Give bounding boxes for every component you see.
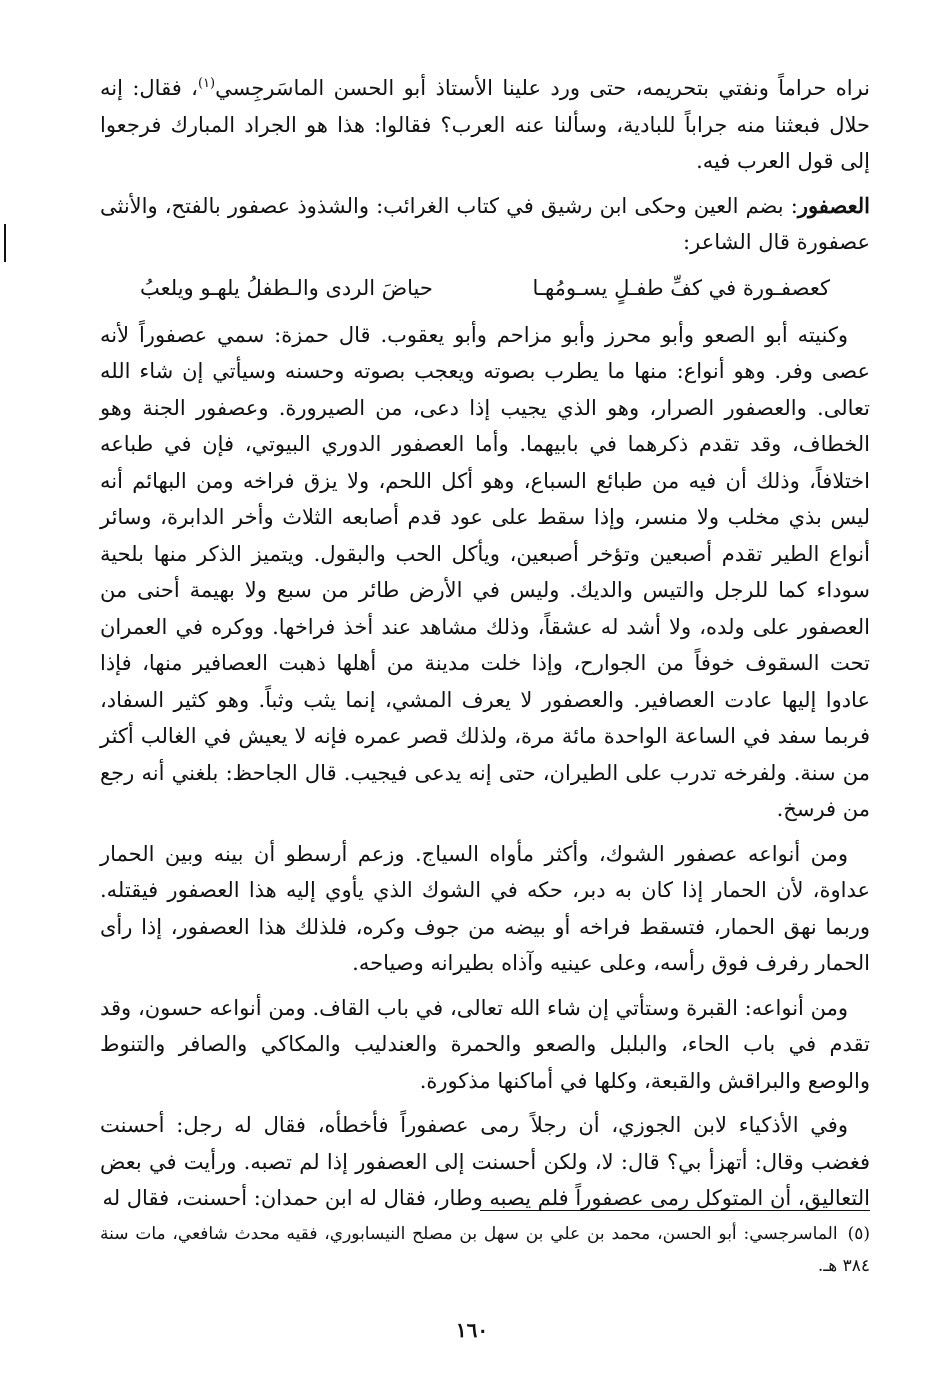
paragraph-text: وفي الأذكياء لابن الجوزي، أن رجلاً رمى عصفوراً فأخطأه، فقال له رجل: أحسنت فغضب وقال: أتهزأ بي؟ قال: لا، ولكن أحسنت إلى العصفور إذا لم تصبه. ورأيت في بعض التعاليق، أن المتوكل رمى عصفوراً فلم يصبه وطار، فقال له ابن حمدان: أحسنت، فقال له	[100, 1113, 870, 1210]
footnote-number: (٥)	[847, 1224, 870, 1244]
paragraph-thorn-sparrow	[100, 836, 870, 982]
entry-term: العصفور	[797, 192, 870, 218]
paragraph-text: ومن أنواعه: القبرة وستأتي إن شاء الله تعالى، في باب القاف. ومن أنواعه حسون، وقد تقدم في باب الحاء، والبلبل والصعو والحمرة والعندليب والمكاكي والصافر والتنوط والوصع والبراقش والقبعة، وكلها في أماكنها مذكورة.	[100, 995, 870, 1093]
footnote-ref: (١)	[197, 76, 216, 91]
footnote-text: الماسرجسي: أبو الحسن، محمد بن علي بن سهل بن مصلح النيسابوري، فقيه محدث شافعي، مات سنة ٣٨٤ هـ.	[100, 1224, 870, 1276]
paragraph-sparrow-types	[100, 990, 870, 1100]
page-number: ١٦٠	[455, 1318, 489, 1342]
paragraph-sparrow-entry	[100, 188, 870, 261]
footnote	[100, 1218, 870, 1282]
poem-verse	[140, 269, 830, 307]
paragraph-ibn-jawzi-anecdote	[100, 1107, 870, 1217]
paragraph-text-continued: ، فقال: إنه حلال فبعثنا منه جراباً للبادية، وسألنا عنه العرب؟ فقالوا: هذا هو الجراد المبارك فرجعوا إلى قول العرب فيه.	[100, 76, 870, 173]
paragraph-text: وكنيته أبو الصعو وأبو محرز وأبو مزاحم وأبو يعقوب. قال حمزة: سمي عصفوراً لأنه عصى وفر. وهو أنواع: منها ما يطرب بصوته ويعجب بصوته وحسنه وسيأتي إن شاء الله تعالى. والعصفور الصرار، وهو الذي يجيب إذا دعى، من الصيرورة. وعصفور الجنة وهو الخطاف، وقد تقدم ذكرهما في بابيهما. وأما العصفور الدوري البيوتي، فإن في طباعه اختلافاً، وذلك أن فيه من طبائع السباع، وهو أكل اللحم، ولا يزق فراخه ومن البهائم أنه ليس بذي مخلب ولا منسر، وإذا سقط على عود قدم أصابعه الثلاث وأخر الدابرة، وسائر أنواع الطير تقدم أصبعين وتؤخر أصبعين، ويأكل الحب والبقول. ويتميز الذكر منها بلحية سوداء كما للرجل والتيس والديك. وليس في الأرض طائر من سبع ولا بهيمة أحنى من العصفور على ولده، ولا أشد له عشقاً، وذلك مشاهد عند أخذ فراخها. ووكره في العمران تحت السقوف خوفاً من الجوارح، وإذا خلت مدينة من أهلها ذهبت العصافير منها، فإذا عادوا إليها عادت العصافير. والعصفور لا يعرف المشي، إنما يثب وثباً. وهو كثير السفاد، فربما سفد في الساعة الواحدة مائة مرة، ولذلك قصر عمره فإنه لا يعيش في الغالب أكثر من سنة. ولفرخه تدرب على الطيران، حتى إنه يدعى فيجيب. قال الجاحظ: بلغني أنه رجع من فرسخ.	[100, 322, 870, 821]
footnote-divider	[480, 1210, 870, 1211]
paragraph-text: : بضم العين وحكى ابن رشيق في كتاب الغرائب: والشذوذ عصفور بالفتح، والأنثى عصفورة قال الشاعر:	[100, 193, 870, 254]
paragraph-text: نراه حراماً ونفتي بتحريمه، حتى ورد علينا الأستاذ أبو الحسن الماسَرجِسي	[215, 76, 870, 100]
paragraph-sparrow-kunya	[100, 317, 870, 828]
page-body	[100, 70, 870, 1225]
verse-first-hemistich: كعصفـورة في كفِّ طفـلٍ يسـومُهـا	[532, 275, 830, 300]
paragraph-locust-ruling	[100, 70, 870, 180]
margin-mark	[4, 224, 6, 262]
verse-second-hemistich: حياضَ الردى والـطفلُ يلهـو ويلعبُ	[140, 275, 433, 300]
paragraph-text: ومن أنواعه عصفور الشوك، وأكثر مأواه السياج. وزعم أرسطو أن بينه وبين الحمار عداوة، لأن الحمار إذا كان به دبر، حكه في الشوك الذي يأوي إليه هذا العصفور فيقتله. وربما نهق الحمار، فتسقط فراخه أو بيضه من جوف وكره، فلذلك هذا العصفور، إذا رأى الحمار رفرف فوق رأسه، وعلى عينيه وآذاه بطيرانه وصياحه.	[100, 841, 870, 975]
